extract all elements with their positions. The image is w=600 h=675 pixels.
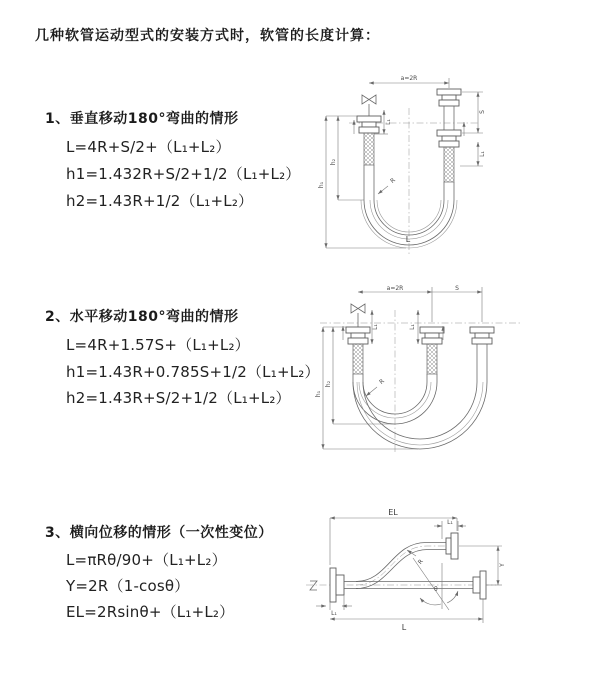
dim-label-h2: h₂ [330, 158, 337, 166]
section-3-formula-Y: Y=2R（1-cosθ） [66, 577, 190, 595]
section-1-formula-h2: h2=1.43R+1/2（L₁+L₂） [66, 192, 254, 210]
lower-right-flange [473, 571, 486, 599]
dimension-l1-right [460, 142, 486, 166]
angle-theta [413, 558, 458, 610]
dim-label-a2r: a=2R [386, 285, 404, 292]
middle-flange [420, 327, 444, 382]
dimension-l1-middle [409, 310, 418, 344]
dimension-el [330, 508, 457, 565]
radius-callout [378, 177, 397, 194]
dim-label-y: Y [499, 563, 506, 567]
dim-label-l1-left: L₁ [331, 610, 337, 617]
right-flange [437, 89, 461, 200]
hose-bend [353, 382, 487, 449]
section-3-formula-L: L=πRθ/90+（L₁+L₂） [66, 551, 227, 569]
dimension-s [462, 92, 486, 133]
dim-label-h1: h₁ [318, 181, 325, 189]
section-3-formula-EL: EL=2Rsinθ+（L₁+L₂） [66, 603, 235, 621]
section-2-heading: 2、水平移动180°弯曲的情形 [45, 309, 239, 325]
dim-label-el: EL [388, 508, 398, 517]
section-2-formula-h1: h1=1.43R+0.785S+1/2（L₁+L₂） [66, 363, 320, 381]
section-1-formula-L: L=4R+S/2+（L₁+L₂） [66, 138, 231, 156]
dim-label-r: R [389, 176, 397, 185]
dim-label-s: S [455, 285, 459, 292]
section-1-formula-h1: h1=1.432R+S/2+1/2（L₁+L₂） [66, 165, 301, 183]
section-2-formula-L: L=4R+1.57S+（L₁+L₂） [66, 336, 250, 354]
section-1-heading: 1、垂直移动180°弯曲的情形 [45, 111, 239, 127]
dimension-a2r [358, 285, 482, 322]
radius-callout [407, 550, 425, 566]
dim-label-l1-upper: L₁ [447, 519, 453, 526]
right-flange [470, 327, 494, 382]
upper-right-flange [446, 533, 458, 559]
section-2-formula-h2: h2=1.43R+S/2+1/2（L₁+L₂） [66, 389, 291, 407]
dim-label-s: S [479, 110, 486, 114]
dim-label-r: R [378, 377, 386, 386]
break-symbol [310, 581, 317, 590]
dim-label-r: R [416, 558, 425, 566]
dimension-l1-upper [434, 519, 466, 539]
dim-label-theta: θ [434, 586, 438, 593]
dim-label-l1-mid: L₁ [409, 324, 416, 330]
section-3-heading: 3、横向位移的情形（一次性变位） [45, 525, 273, 541]
diagram-horizontal-bend [310, 282, 600, 456]
dim-label-l1-right: L₁ [479, 151, 486, 157]
radius-callout [366, 378, 386, 396]
dimension-l [330, 599, 483, 632]
dim-label-L: L [401, 623, 407, 632]
dim-label-a2r: a=2R [400, 75, 418, 82]
valve-icon [362, 95, 376, 116]
left-flange [357, 116, 381, 200]
dimension-l1-left [372, 310, 379, 344]
dim-label-h1: h₁ [315, 390, 322, 398]
dim-label-h2: h₂ [325, 380, 332, 388]
left-flange [346, 327, 370, 382]
dimension-a2r [369, 75, 449, 88]
diagram-lateral-displacement [300, 505, 600, 647]
diagram-vertical-bend [316, 70, 600, 258]
valve-icon [351, 304, 365, 327]
dim-label-L: L [405, 235, 411, 244]
dim-label-l1: L₁ [385, 119, 392, 125]
dim-label-l1: L₁ [372, 324, 379, 330]
page-title: 几种软管运动型式的安装方式时，软管的长度计算： [35, 28, 380, 44]
